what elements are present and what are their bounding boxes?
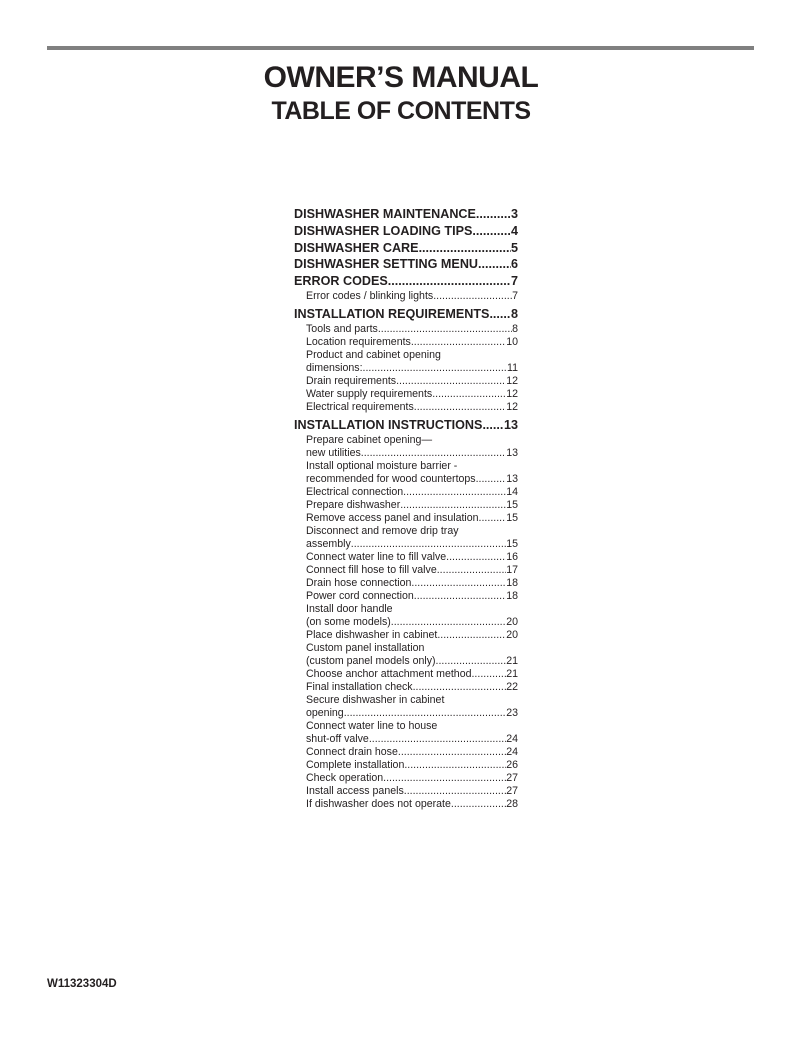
toc-entry-title: Remove access panel and insulation	[306, 511, 479, 524]
toc-entry-title: Complete installation	[306, 758, 405, 771]
toc-entry-title: opening	[306, 706, 344, 719]
table-of-contents	[294, 206, 518, 811]
toc-subsection-entry	[294, 551, 518, 564]
toc-entry-title: DISHWASHER SETTING MENU	[294, 257, 479, 272]
toc-subsection-entry	[294, 642, 518, 655]
toc-dot-leader	[363, 362, 507, 375]
toc-subsection-entry	[294, 525, 518, 538]
toc-page-number: 10	[506, 335, 518, 348]
toc-dot-leader	[419, 240, 511, 257]
toc-dot-leader	[476, 206, 511, 223]
toc-entry-title: Choose anchor attachment method	[306, 667, 472, 680]
page-title: OWNER’S MANUAL	[263, 61, 539, 94]
toc-subsection-entry	[294, 668, 518, 681]
toc-subsection-entry	[294, 362, 518, 375]
toc-dot-leader	[361, 447, 506, 460]
toc-page-number: 12	[506, 387, 518, 400]
toc-entry-title: recommended for wood countertops	[306, 472, 476, 485]
toc-page-number: 18	[506, 576, 518, 589]
toc-subsection-entry	[294, 629, 518, 642]
toc-entry-title: Install door handle	[306, 602, 393, 615]
toc-subsection-entry	[294, 486, 518, 499]
toc-entry-title: Power cord connection	[306, 589, 414, 602]
toc-dot-leader	[478, 256, 511, 273]
toc-page-number: 18	[506, 589, 518, 602]
toc-page-number: 17	[506, 563, 518, 576]
toc-page-number: 12	[506, 374, 518, 387]
toc-entry-title: INSTALLATION REQUIREMENTS	[294, 306, 490, 321]
toc-page-number: 13	[506, 472, 518, 485]
toc-subsection-entry	[294, 323, 518, 336]
toc-dot-leader	[404, 759, 506, 772]
top-divider	[47, 46, 754, 50]
toc-subsection-entry	[294, 733, 518, 746]
toc-page-number: 24	[506, 732, 518, 745]
toc-page-number: 6	[510, 257, 518, 272]
toc-entry-title: Electrical requirements	[306, 400, 414, 413]
page-subtitle: TABLE OF CONTENTS	[271, 97, 531, 125]
toc-dot-leader	[396, 375, 506, 388]
toc-entry-title: Install access panels	[306, 784, 404, 797]
toc-dot-leader	[436, 655, 507, 668]
toc-page-number: 5	[510, 240, 518, 255]
toc-dot-leader	[476, 473, 507, 486]
toc-page-number: 28	[506, 797, 518, 810]
toc-entry-title: If dishwasher does not operate	[306, 797, 451, 810]
toc-subsection-entry	[294, 694, 518, 707]
toc-dot-leader	[451, 798, 506, 811]
toc-entry-title: Error codes / blinking lights	[306, 289, 434, 302]
toc-page-number: 20	[506, 615, 518, 628]
toc-section-entry	[294, 223, 518, 240]
toc-page-number: 21	[506, 667, 518, 680]
toc-page-number: 15	[506, 498, 518, 511]
toc-page-number: 22	[506, 680, 518, 693]
toc-entry-title: Drain hose connection	[306, 576, 412, 589]
toc-entry-title: Final installation check	[306, 680, 413, 693]
toc-page-number: 27	[506, 771, 518, 784]
toc-entry-title: Custom panel installation	[306, 641, 425, 654]
toc-section-entry	[294, 273, 518, 290]
toc-section-entry	[294, 240, 518, 257]
toc-dot-leader	[391, 616, 506, 629]
toc-dot-leader	[446, 551, 506, 564]
toc-dot-leader	[411, 336, 506, 349]
toc-dot-leader	[378, 323, 512, 336]
toc-subsection-entry	[294, 434, 518, 447]
toc-section-entry	[294, 256, 518, 273]
toc-subsection-entry	[294, 655, 518, 668]
toc-entry-title: Tools and parts	[306, 322, 378, 335]
toc-page-number: 23	[506, 706, 518, 719]
toc-page-number: 3	[510, 207, 518, 221]
toc-dot-leader	[472, 223, 511, 240]
toc-dot-leader	[433, 290, 512, 303]
toc-entry-title: Water supply requirements	[306, 387, 433, 400]
toc-subsection-entry	[294, 577, 518, 590]
toc-page-number: 11	[507, 361, 518, 374]
toc-dot-leader	[388, 273, 511, 290]
toc-entry-title: Connect water line to fill valve	[306, 550, 447, 563]
toc-dot-leader	[369, 733, 506, 746]
toc-dot-leader	[414, 590, 506, 603]
toc-entry-title: Product and cabinet opening	[306, 348, 441, 361]
toc-entry-title: Connect drain hose	[306, 745, 398, 758]
toc-entry-title: Install optional moisture barrier -	[306, 459, 458, 472]
toc-entry-title: Prepare dishwasher	[306, 498, 401, 511]
toc-dot-leader	[414, 401, 506, 414]
toc-subsection-entry	[294, 590, 518, 603]
toc-dot-leader	[411, 577, 506, 590]
toc-entry-title: Place dishwasher in cabinet	[306, 628, 438, 641]
toc-subsection-entry	[294, 746, 518, 759]
toc-entry-title: Connect water line to house	[306, 719, 438, 732]
toc-dot-leader	[413, 681, 507, 694]
toc-subsection-entry	[294, 499, 518, 512]
toc-dot-leader	[437, 629, 506, 642]
toc-page-number: 26	[506, 758, 518, 771]
toc-entry-title: assembly	[306, 537, 351, 550]
toc-subsection-entry	[294, 375, 518, 388]
toc-subsection-entry	[294, 681, 518, 694]
toc-entry-title: shut-off valve	[306, 732, 369, 745]
toc-page-number: 8	[510, 306, 518, 321]
toc-dot-leader	[351, 538, 506, 551]
toc-entry-title: Secure dishwasher in cabinet	[306, 693, 445, 706]
toc-subsection-entry	[294, 447, 518, 460]
toc-subsection-entry	[294, 772, 518, 785]
toc-section-entry	[294, 206, 518, 223]
toc-subsection-entry	[294, 388, 518, 401]
toc-page-number: 12	[506, 400, 518, 413]
toc-entry-title: Disconnect and remove drip tray	[306, 524, 459, 537]
toc-dot-leader	[482, 417, 504, 434]
toc-dot-leader	[344, 707, 506, 720]
toc-page-number: 27	[506, 784, 518, 797]
toc-page-number: 21	[506, 654, 518, 667]
toc-subsection-entry	[294, 460, 518, 473]
document-number: W11323304D	[47, 978, 117, 990]
toc-dot-leader	[479, 512, 507, 525]
toc-subsection-entry	[294, 564, 518, 577]
toc-dot-leader	[404, 785, 506, 798]
toc-subsection-entry	[294, 798, 518, 811]
toc-entry-title: Check operation	[306, 771, 384, 784]
toc-page-number: 24	[506, 745, 518, 758]
toc-subsection-entry	[294, 759, 518, 772]
toc-dot-leader	[489, 306, 511, 323]
toc-entry-title: dimensions:	[306, 361, 363, 374]
toc-page-number: 4	[510, 223, 518, 238]
toc-entry-title: INSTALLATION INSTRUCTIONS	[294, 417, 483, 432]
toc-page-number: 16	[506, 550, 518, 563]
toc-subsection-entry	[294, 720, 518, 733]
toc-entry-title: Connect fill hose to fill valve	[306, 563, 437, 576]
toc-subsection-entry	[294, 336, 518, 349]
toc-subsection-entry	[294, 473, 518, 486]
toc-entry-title: DISHWASHER CARE	[294, 240, 419, 255]
toc-entry-title: (custom panel models only)	[306, 654, 436, 667]
toc-dot-leader	[471, 668, 506, 681]
toc-page-number: 8	[512, 322, 518, 335]
toc-subsection-entry	[294, 538, 518, 551]
toc-entry-title: new utilities	[306, 446, 361, 459]
toc-page-number: 7	[512, 289, 518, 302]
toc-dot-leader	[432, 388, 506, 401]
toc-page-number: 13	[506, 446, 518, 459]
toc-entry-title: (on some models)	[306, 615, 391, 628]
toc-section-entry	[294, 417, 518, 434]
toc-subsection-entry	[294, 512, 518, 525]
toc-page-number: 15	[506, 511, 518, 524]
toc-subsection-entry	[294, 401, 518, 414]
toc-dot-leader	[400, 499, 506, 512]
toc-page-number: 14	[506, 485, 518, 498]
toc-entry-title: Location requirements	[306, 335, 411, 348]
toc-subsection-entry	[294, 349, 518, 362]
toc-dot-leader	[403, 486, 506, 499]
toc-subsection-entry	[294, 707, 518, 720]
toc-subsection-entry	[294, 603, 518, 616]
toc-page-number: 7	[510, 274, 518, 289]
toc-dot-leader	[383, 772, 506, 785]
toc-subsection-entry	[294, 616, 518, 629]
toc-dot-leader	[437, 564, 506, 577]
toc-entry-title: Drain requirements	[306, 374, 397, 387]
toc-entry-title: Electrical connection	[306, 485, 404, 498]
toc-section-entry	[294, 306, 518, 323]
toc-dot-leader	[398, 746, 506, 759]
toc-entry-title: ERROR CODES	[294, 274, 388, 289]
toc-entry-title: DISHWASHER LOADING TIPS	[294, 223, 473, 238]
toc-page-number: 13	[503, 417, 518, 432]
toc-entry-title: DISHWASHER MAINTENANCE	[294, 207, 476, 221]
toc-entry-title: Prepare cabinet opening—	[306, 433, 433, 446]
toc-page-number: 15	[506, 537, 518, 550]
toc-page-number: 20	[506, 628, 518, 641]
toc-subsection-entry	[294, 290, 518, 303]
toc-subsection-entry	[294, 785, 518, 798]
